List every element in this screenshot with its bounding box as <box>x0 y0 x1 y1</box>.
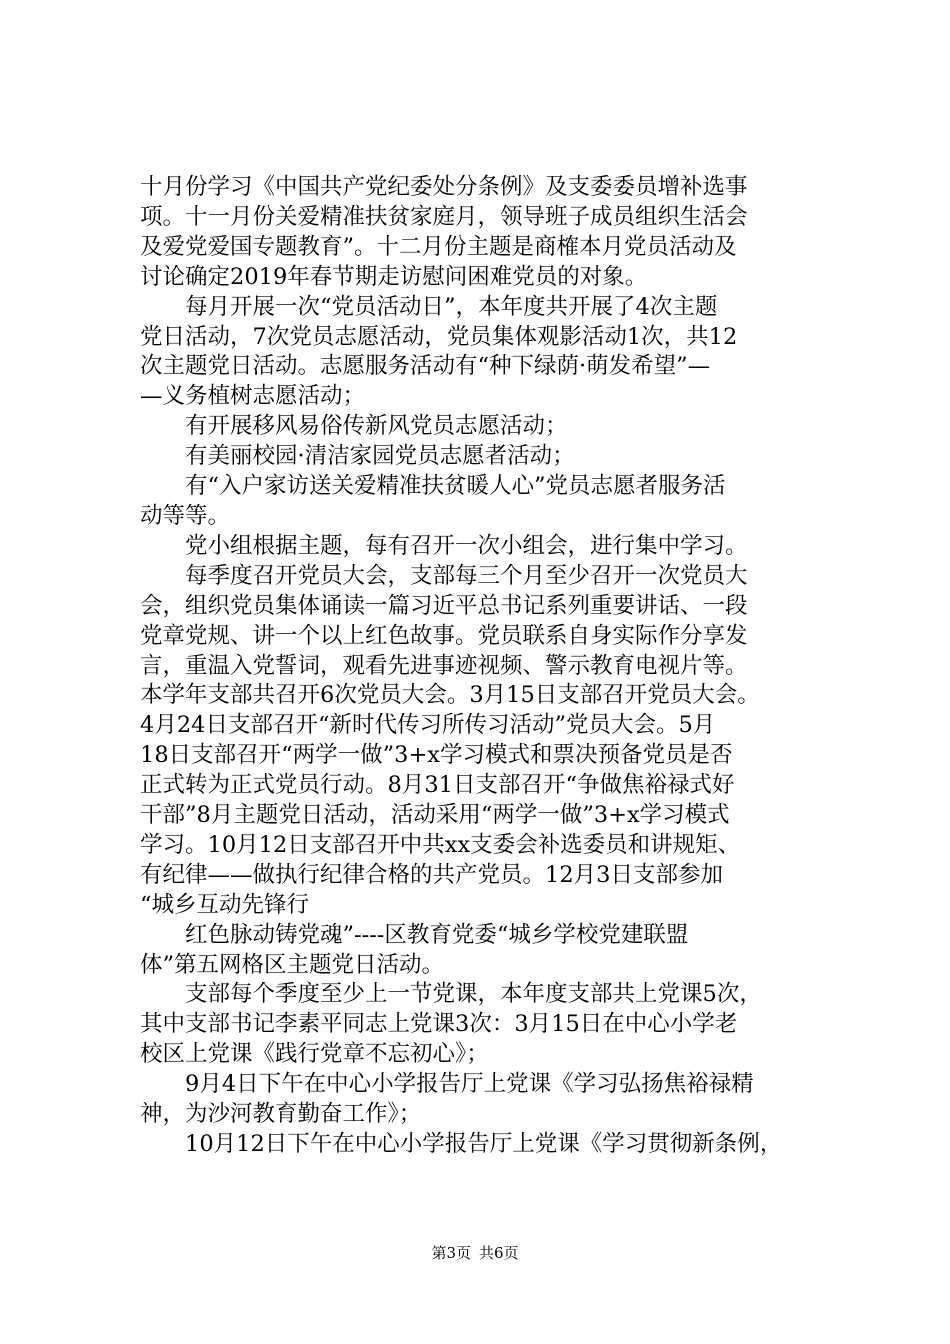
text-line: “城乡互动先锋行 <box>140 891 310 918</box>
text-line: 项。十一月份关爱精准扶贫家庭月，领导班子成员组织生活会 <box>140 203 748 230</box>
page-footer <box>0 1242 950 1263</box>
text-line: 支部每个季度至少上一节党课，本年度支部共上党课5次， <box>140 981 762 1008</box>
text-line: 9月4日下午在中心小学报告厅上党课《学习弘扬焦裕禄精 <box>140 1071 754 1098</box>
page-total: 共6页 <box>479 1244 519 1262</box>
text-line: 学习。10月12日支部召开中共xx支委会补选委员和讲规矩、 <box>140 831 741 858</box>
text-line: 4月24日支部召开“新时代传习所传习活动”党员大会。5月 <box>140 712 716 739</box>
text-line: 神，为沙河教育勤奋工作》； <box>140 1101 422 1128</box>
text-line: 讨论确定2019年春节期走访慰问困难党员的对象。 <box>140 263 648 290</box>
text-line: 干部”8月主题党日活动，活动采用“两学一做”3+x学习模式 <box>140 802 730 829</box>
text-line: 校区上党课《践行党章不忘初心》； <box>140 1041 489 1068</box>
text-line: 有美丽校园·清洁家园党员志愿者活动； <box>140 443 575 470</box>
text-line: 及爱党爱国专题教育”。十二月份主题是商榷本月党员活动及 <box>140 233 737 260</box>
text-line: 正式转为正式党员行动。8月31日支部召开“争做焦裕禄式好 <box>140 772 735 799</box>
text-line: 其中支部书记李素平同志上党课3次：3月15日在中心小学老 <box>140 1011 738 1038</box>
text-line: 10月12日下午在中心小学报告厅上党课《学习贯彻新条例， <box>140 1131 783 1157</box>
text-line: 党章党规、讲一个以上红色故事。党员联系自身实际作分享发 <box>140 622 748 649</box>
text-line: 言，重温入党誓词，观看先进事迹视频、警示教育电视片等。 <box>140 652 748 679</box>
text-line: 红色脉动铸党魂”----区教育党委“城乡学校党建联盟 <box>140 921 689 948</box>
text-line: 次主题党日活动。志愿服务活动有“种下绿荫·萌发希望”— <box>140 353 711 380</box>
page-number: 第3页 <box>431 1244 471 1262</box>
text-line: 会，组织党员集体诵读一篇习近平总书记系列重要讲话、一段 <box>140 592 748 619</box>
text-line: 动等等。 <box>140 502 231 529</box>
text-line: 有开展移风易俗传新风党员志愿活动； <box>140 413 568 440</box>
body-text <box>140 173 840 1160</box>
text-line: 有纪律——做执行纪律合格的共产党员。12月3日支部参加 <box>140 861 723 888</box>
text-line: 十月份学习《中国共产党纪委处分条例》及支委委员增补选事 <box>140 174 748 200</box>
text-line: —义务植树志愿活动； <box>140 383 366 410</box>
text-line: 每季度召开党员大会，支部每三个月至少召开一次党员大 <box>140 562 748 589</box>
text-line: 18日支部召开“两学一做”3+x学习模式和票决预备党员是否 <box>140 742 733 769</box>
text-line: 体”第五网格区主题党日活动。 <box>140 951 445 978</box>
text-line: 本学年支部共召开6次党员大会。3月15日支部召开党员大会。 <box>140 682 760 709</box>
text-line: 党小组根据主题，每有召开一次小组会，进行集中学习。 <box>140 532 748 559</box>
text-line: 每月开展一次“党员活动日”，本年度共开展了4次主题 <box>140 293 718 320</box>
text-line: 党日活动，7次党员志愿活动，党员集体观影活动1次，共12 <box>140 323 738 350</box>
text-line: 有“入户家访送关爱精准扶贫暖人心”党员志愿者服务活 <box>140 473 726 500</box>
